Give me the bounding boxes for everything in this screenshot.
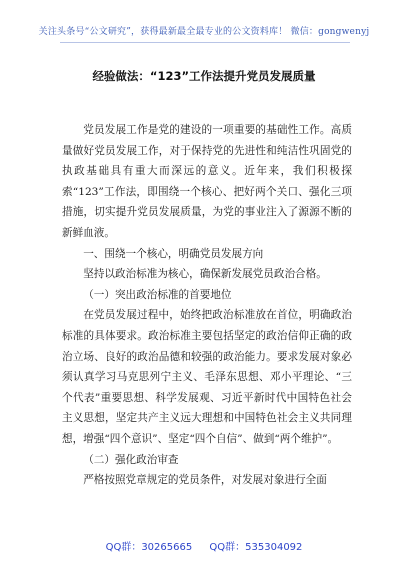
footer-qq-group-1: QQ群：30265665 bbox=[105, 542, 193, 553]
section-heading-1: 一、围绕一个核心，明确党员发展方向 bbox=[83, 247, 264, 260]
footer-contact bbox=[0, 538, 408, 553]
section-summary-1: 坚持以政治标准为核心，确保新发展党员政治合格。 bbox=[83, 268, 327, 281]
subsection-heading-1: （一）突出政治标准的首要地位 bbox=[83, 288, 232, 301]
footer-qq-group-2: QQ群：535304092 bbox=[209, 542, 303, 553]
document-body bbox=[62, 120, 352, 491]
header-divider bbox=[60, 42, 350, 43]
subsection-heading-2: （二）强化政治审查 bbox=[83, 453, 179, 466]
document-title: 经验做法：“123”工作法提升党员发展质量 bbox=[92, 69, 316, 83]
intro-paragraph: 党员发展工作是党的建设的一项重要的基础性工作。高质量做好党员发展工作，对于保持党的先进性和纯洁性巩固党的执政基础具有重大而深远的意义。近年来，我们积极探索“123”工作法，即围绕一个核心、把好两个关口、强化三项措施，切实提升党员发展质量，为党的事业注入了源源不断的新鲜血液。 bbox=[62, 124, 352, 239]
header-note: 关注头条号“公文研究”，获得最新最全最专业的公文资料库！ 微信：gongwenyj bbox=[38, 27, 370, 37]
subsection-paragraph-2: 严格按照党章规定的党员条件，对发展对象进行全面 bbox=[83, 474, 327, 487]
subsection-paragraph-1: 在党员发展过程中，始终把政治标准放在首位，明确政治标准的具体要求。政治标准主要包括坚定的政治信仰正确的政治立场、良好的政治品德和较强的政治能力。要求发展对象必须认真学习马克思列宁主义、毛泽东思想、邓小平理论、“三个代表”重要思想、科学发展观、习近平新时代中国特色社会主义思想，坚定共产主义远大理想和中国特色社会主义共同理想，增强“四个意识”、坚定“四个自信”、做到“两个维护”。 bbox=[62, 309, 352, 445]
